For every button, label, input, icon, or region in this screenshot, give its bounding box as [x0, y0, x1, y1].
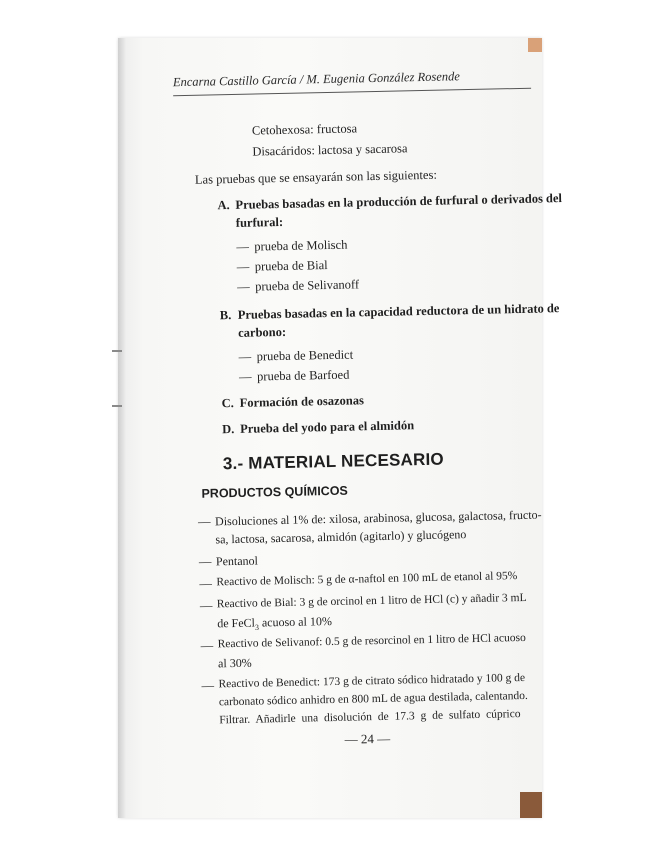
list-dash: —	[197, 514, 211, 529]
chemical-item: Reactivo de Bial: 3 g de orcinol en 1 litro de HCl (c) y añadir 3 mL	[216, 591, 527, 611]
chemical-item: Reactivo de Selivanof: 0.5 g de resorcinol en 1 litro de HCl acuoso	[217, 631, 526, 651]
section-d-letter: D.	[222, 422, 235, 437]
list-dash: —	[238, 369, 252, 384]
running-header: Encarna Castillo García / M. Eugenia González Rosende	[172, 69, 460, 90]
chemical-item: Disoluciones al 1% de: xilosa, arabinosa, glucosa, galactosa, fructo-	[214, 507, 542, 529]
chemical-item-cont: sa, lactosa, sacarosa, almidón (agitarlo) y glucógeno	[215, 527, 467, 547]
intro-line: Disacáridos: lactosa y sacarosa	[252, 141, 408, 159]
list-dash: —	[236, 259, 250, 274]
chemical-item-cont: carbonato sódico anhidro en 800 mL de agua destilada, calentando.	[218, 689, 528, 709]
list-dash: —	[201, 678, 215, 693]
tests-intro: Las pruebas que se ensayarán son las siguientes:	[194, 167, 437, 187]
section-d-title: Prueba del yodo para el almidón	[240, 418, 415, 436]
list-dash: —	[236, 239, 249, 254]
section-a-title: Pruebas basadas en la producción de furfural o derivados del	[235, 191, 563, 212]
list-dash: —	[199, 576, 213, 591]
chemical-item: Reactivo de Benedict: 173 g de citrato sódico hidratado y 100 g de	[218, 671, 526, 691]
section-c-title: Formación de osazonas	[239, 393, 365, 410]
list-item: prueba de Barfoed	[256, 367, 350, 384]
list-dash: —	[199, 598, 213, 613]
section-a-letter: A.	[217, 198, 230, 213]
subheading: PRODUCTOS QUÍMICOS	[201, 483, 348, 501]
section-b-title: Pruebas basadas en la capacidad reductora de un hidrato de	[237, 301, 560, 322]
chemical-item: Reactivo de Molisch: 5 g de α-naftol en 100 mL de etanol al 95%	[216, 570, 518, 589]
list-item: prueba de Benedict	[256, 347, 354, 364]
section-a-title-cont: furfural:	[235, 214, 284, 230]
chemical-item-cont: de FeCl$_3$ acuoso al 10%	[217, 614, 333, 633]
section-b-letter: B.	[219, 308, 232, 323]
chemical-item: Pentanol	[215, 553, 259, 569]
section-heading: 3.- MATERIAL NECESARIO	[222, 449, 445, 474]
list-dash: —	[237, 279, 250, 294]
page-number: — 24 —	[344, 730, 391, 747]
list-item: prueba de Selivanoff	[255, 277, 360, 294]
intro-line: Cetohexosa: fructosa	[251, 121, 358, 138]
list-dash: —	[238, 349, 252, 364]
chemical-item-cont: al 30%	[217, 655, 252, 671]
section-b-title-cont: carbono:	[238, 324, 287, 340]
list-dash: —	[198, 554, 212, 569]
list-item: prueba de Molisch	[254, 237, 348, 254]
section-c-letter: C.	[221, 396, 234, 411]
list-item: prueba de Bial	[254, 258, 328, 274]
chemical-item-cont: Filtrar. Añadirle una disolución de 17.3 g de sulfato cúprico	[219, 708, 521, 727]
list-dash: —	[200, 638, 214, 653]
